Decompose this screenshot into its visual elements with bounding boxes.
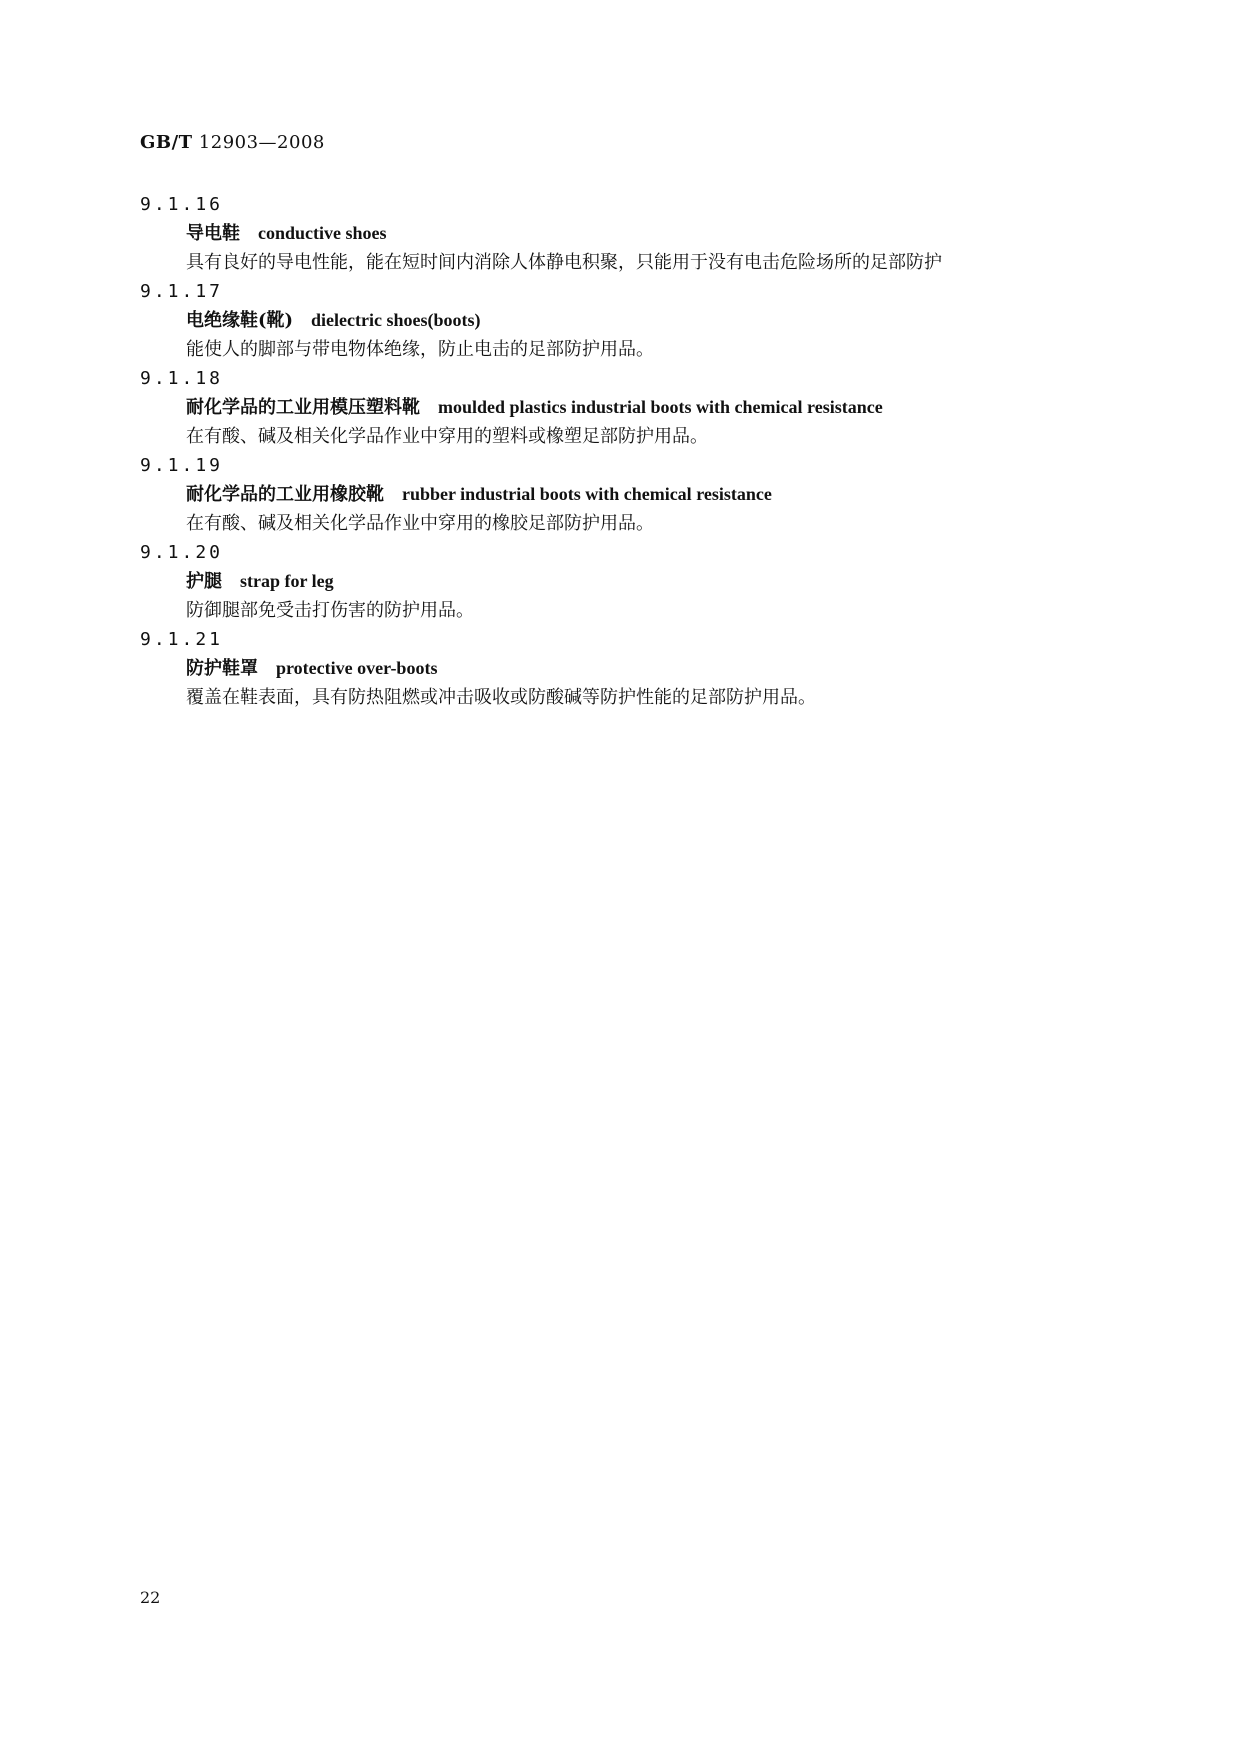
- entries-list: [140, 190, 1110, 712]
- term-definition: 在有酸、碱及相关化学品作业中穿用的塑料或橡塑足部防护用品。: [186, 426, 708, 447]
- term-title: 护腿 strap for leg: [186, 571, 334, 592]
- term-definition: 在有酸、碱及相关化学品作业中穿用的橡胶足部防护用品。: [186, 513, 654, 534]
- term-title: 耐化学品的工业用橡胶靴 rubber industrial boots with chemical resistance: [186, 484, 772, 505]
- term-definition: 能使人的脚部与带电物体绝缘，防止电击的足部防护用品。: [186, 339, 654, 360]
- term-definition: 具有良好的导电性能，能在短时间内消除人体静电积聚，只能用于没有电击危险场所的足部防护: [186, 252, 942, 273]
- page-number: 22: [140, 1588, 161, 1607]
- entry-number: 9.1.20: [140, 542, 224, 563]
- term-definition: 防御腿部免受击打伤害的防护用品。: [186, 600, 474, 621]
- document-header: GB/T 12903—2008: [140, 132, 325, 153]
- entry-number: 9.1.16: [140, 194, 224, 215]
- entry-number: 9.1.21: [140, 629, 224, 650]
- term-title: 防护鞋罩 protective over-boots: [186, 658, 438, 679]
- term-definition: 覆盖在鞋表面，具有防热阻燃或冲击吸收或防酸碱等防护性能的足部防护用品。: [186, 687, 816, 708]
- entry-number: 9.1.17: [140, 281, 224, 302]
- term-title: 导电鞋 conductive shoes: [186, 223, 387, 244]
- term-title: 电绝缘鞋(靴) dielectric shoes(boots): [186, 310, 481, 331]
- entry-number: 9.1.18: [140, 368, 224, 389]
- entry-number: 9.1.19: [140, 455, 224, 476]
- term-title: 耐化学品的工业用模压塑料靴 moulded plastics industrial boots with chemical resistance: [186, 397, 883, 418]
